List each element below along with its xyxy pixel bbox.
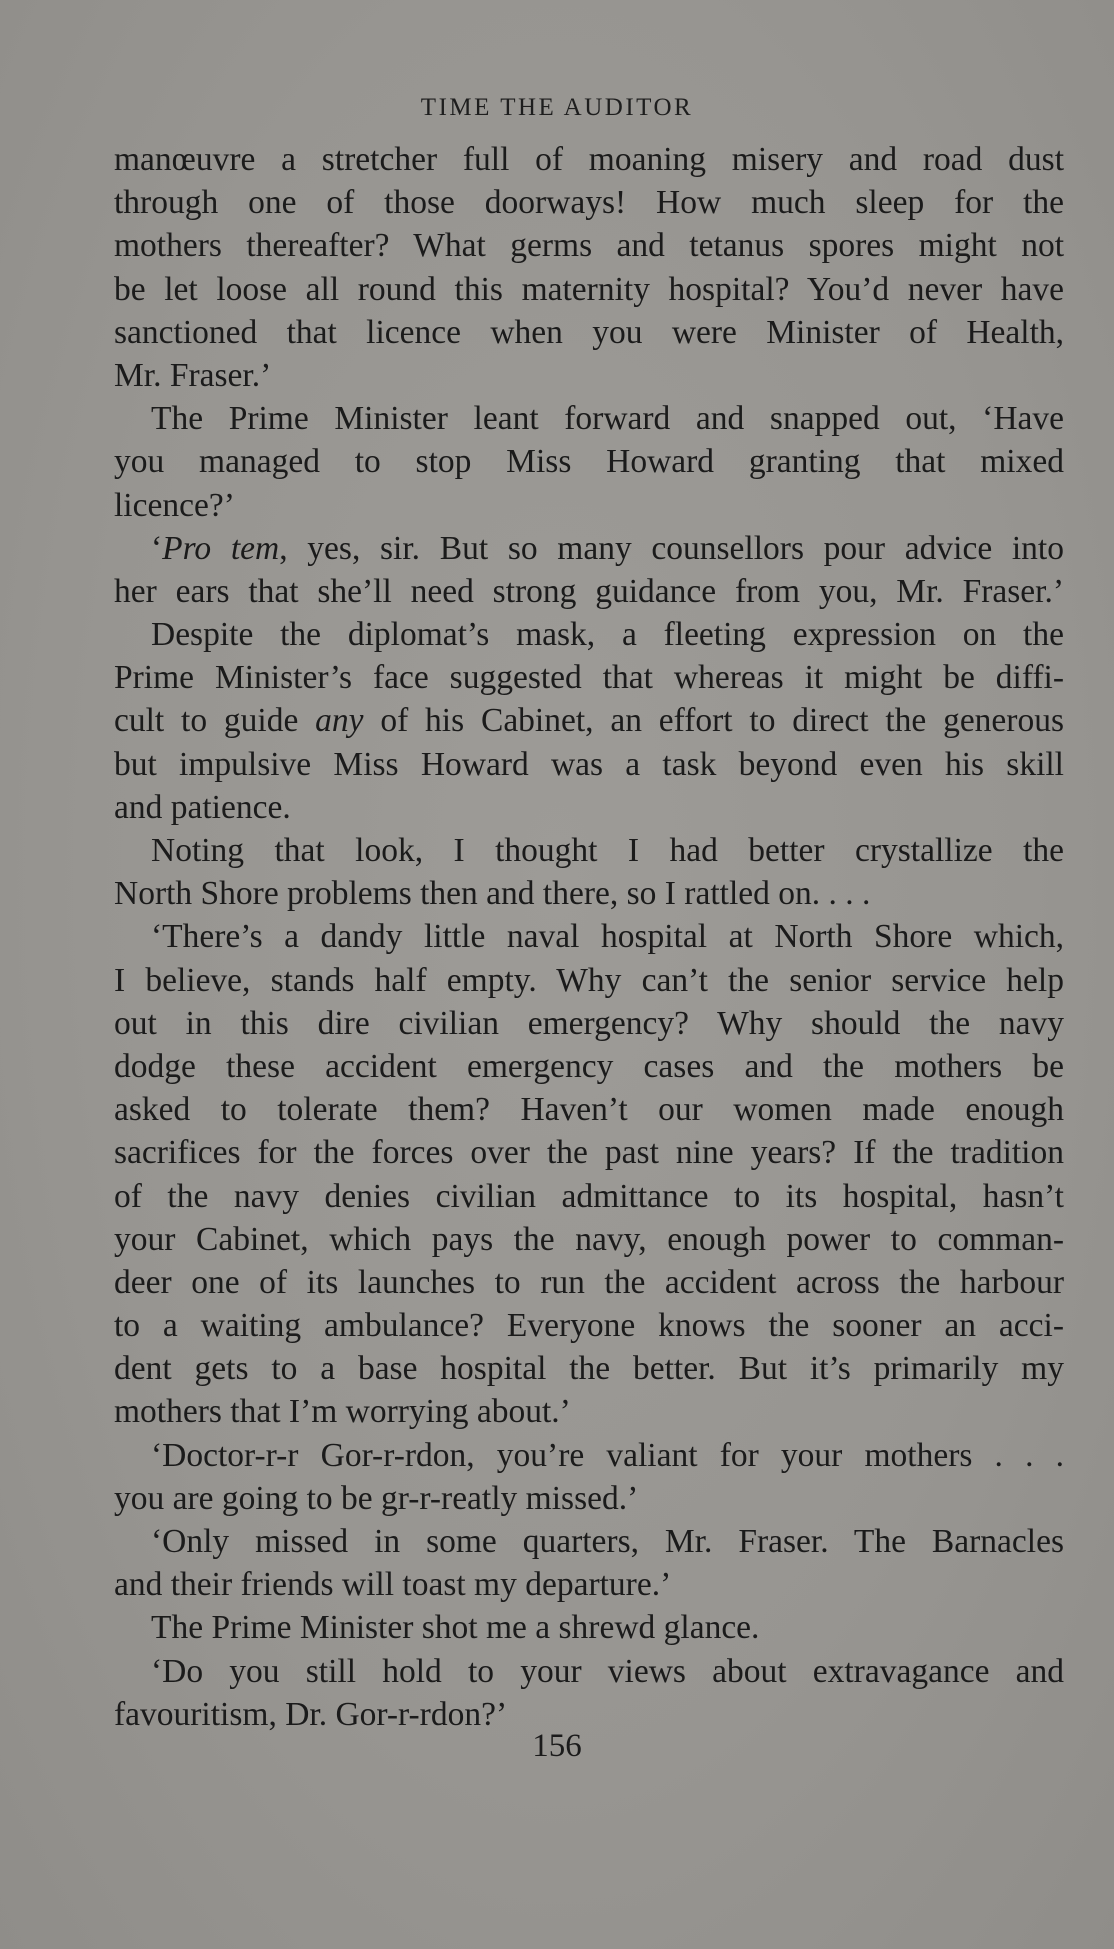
line-after: of his Cabinet, an effort to direct the generous — [363, 702, 1064, 740]
text-line: her ears that she’ll need strong guidance from you, Mr. Fraser.’ — [114, 572, 1064, 610]
text-line: licence?’ — [114, 486, 235, 524]
text-line: Prime Minister’s face suggested that whereas it might be diffi- — [114, 659, 1064, 697]
text-line: ‘Only missed in some quarters, Mr. Fraser. The Barnacles — [151, 1523, 1064, 1560]
text-line: dodge these accident emergency cases and the mothers be — [114, 1047, 1064, 1085]
text-line: you are going to be gr-r-reatly missed.’ — [114, 1479, 639, 1517]
text-line: mothers that I’m worrying about.’ — [114, 1393, 571, 1431]
text-line: The Prime Minister shot me a shrewd glance. — [151, 1609, 760, 1647]
body-text — [114, 138, 1064, 1736]
text-line-any — [114, 699, 1064, 742]
text-line: favouritism, Dr. Gor-r-rdon?’ — [114, 1695, 508, 1733]
text-line: ‘There’s a dandy little naval hospital at North Shore which, — [151, 918, 1064, 956]
text-line: to a waiting ambulance? Everyone knows the sooner an acci- — [114, 1307, 1064, 1345]
text-line: out in this dire civilian emergency? Why should the navy — [114, 1004, 1064, 1042]
text-line: mothers thereafter? What germs and tetanus spores might not — [114, 227, 1064, 265]
text-line: you managed to stop Miss Howard granting that mixed — [114, 443, 1064, 481]
text-line: and patience. — [114, 788, 291, 826]
text-line: through one of those doorways! How much sleep for the — [114, 184, 1064, 222]
text-line: sacrifices for the forces over the past nine years? If the tradition — [114, 1134, 1064, 1172]
text-line: asked to tolerate them? Haven’t our women made enough — [114, 1091, 1064, 1129]
text-line: sanctioned that licence when you were Minister of Health, — [114, 313, 1064, 351]
text-line: The Prime Minister leant forward and snapped out, ‘Have — [151, 400, 1064, 438]
text-line: I believe, stands half empty. Why can’t the senior service help — [114, 961, 1064, 999]
text-line: manœuvre a stretcher full of moaning misery and road dust — [114, 141, 1064, 178]
text-line: and their friends will toast my departure.’ — [114, 1566, 672, 1604]
text-line: ‘Doctor-r-r Gor-r-rdon, you’re valiant for your mothers . . . — [151, 1436, 1064, 1474]
line-rest: , yes, sir. But so many counsellors pour advice into — [279, 529, 1064, 567]
text-line: your Cabinet, which pays the navy, enough power to comman- — [114, 1220, 1064, 1258]
running-head: TIME THE AUDITOR — [420, 94, 694, 121]
italic-any: any — [315, 702, 364, 740]
text-line: Mr. Fraser.’ — [114, 356, 272, 394]
page-number: 156 — [532, 1728, 582, 1764]
text-line: dent gets to a base hospital the better. But it’s primarily my — [114, 1350, 1064, 1388]
text-line: Despite the diplomat’s mask, a fleeting expression on the — [151, 616, 1064, 654]
open-quote: ‘ — [151, 529, 163, 567]
text-line: but impulsive Miss Howard was a task beyond even his skill — [114, 745, 1064, 783]
text-line: Noting that look, I thought I had better crystallize the — [151, 832, 1064, 869]
text-line: North Shore problems then and there, so I rattled on. . . . — [114, 875, 871, 913]
text-line: ‘Do you still hold to your views about extravagance and — [151, 1652, 1064, 1690]
line-before: cult to guide — [114, 702, 316, 740]
italic-pro-tem: Pro tem — [162, 529, 280, 567]
text-line: be let loose all round this maternity hospital? You’d never have — [114, 270, 1064, 308]
text-line: of the navy denies civilian admittance to its hospital, hasn’t — [114, 1177, 1064, 1215]
text-line: deer one of its launches to run the accident across the harbour — [114, 1263, 1064, 1301]
text-line-pro-tem — [114, 527, 1064, 570]
